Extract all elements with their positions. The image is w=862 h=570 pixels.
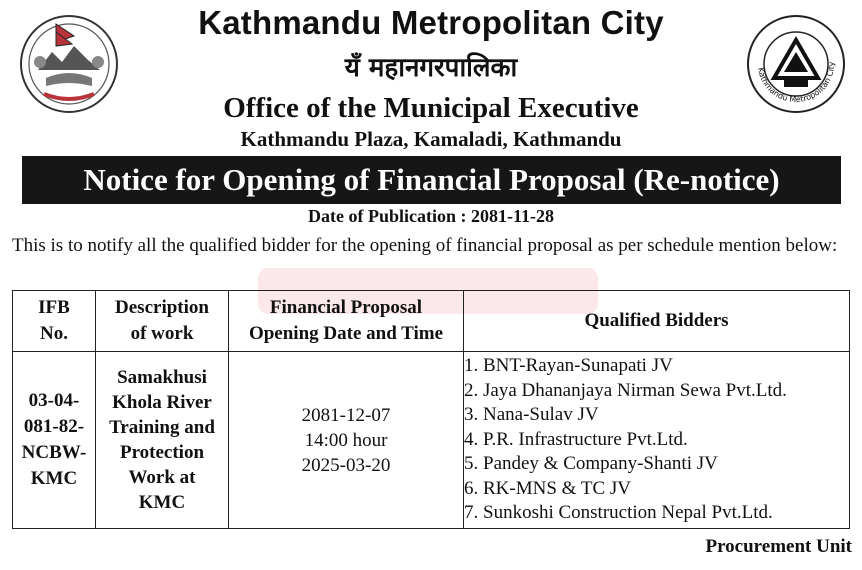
list-item: 4. P.R. Infrastructure Pvt.Ltd. (464, 428, 688, 450)
header-opening: Financial Proposal Opening Date and Time (229, 291, 464, 352)
qualified-bidders (464, 352, 850, 529)
work-description: Samakhusi Khola River Training and Protection Work at KMC (96, 352, 229, 529)
notice-heading: Notice for Opening of Financial Proposal (Re-notice) (22, 156, 841, 204)
header-ifb: IFB No. (13, 291, 96, 352)
page-title: Kathmandu Metropolitan City (198, 4, 664, 41)
publication-date: Date of Publication : 2081-11-28 (308, 206, 554, 226)
list-item: 6. RK-MNS & TC JV (464, 477, 631, 499)
intro-text: This is to notify all the qualified bidder for the opening of financial proposal as per schedule mention below: (12, 235, 838, 256)
opening-date-time: 2081-12-07 14:00 hour 2025-03-20 (229, 352, 464, 529)
office-address: Kathmandu Plaza, Kamaladi, Kathmandu (240, 127, 622, 151)
table-row (13, 352, 850, 529)
list-item: 5. Pandey & Company-Shanti JV (464, 453, 718, 475)
list-item: 1. BNT-Rayan-Sunapati JV (464, 354, 673, 376)
list-item: 2. Jaya Dhananjaya Nirman Sewa Pvt.Ltd. (464, 379, 787, 401)
header-bidders: Qualified Bidders (464, 291, 850, 352)
ifb-number: 03-04- 081-82- NCBW- KMC (13, 352, 96, 529)
procurement-unit-signature: Procurement Unit (705, 536, 852, 557)
office-name: Office of the Municipal Executive (223, 92, 639, 124)
header-description: Description of work (96, 291, 229, 352)
notice-table (12, 290, 850, 529)
list-item: 3. Nana-Sulav JV (464, 404, 599, 426)
table-header-row (13, 291, 850, 352)
nepali-title: यँ महानगरपालिका (344, 53, 518, 83)
list-item: 7. Sunkoshi Construction Nepal Pvt.Ltd. (464, 502, 773, 524)
seal-text: Kathmandu Metropolitan City (756, 61, 837, 105)
